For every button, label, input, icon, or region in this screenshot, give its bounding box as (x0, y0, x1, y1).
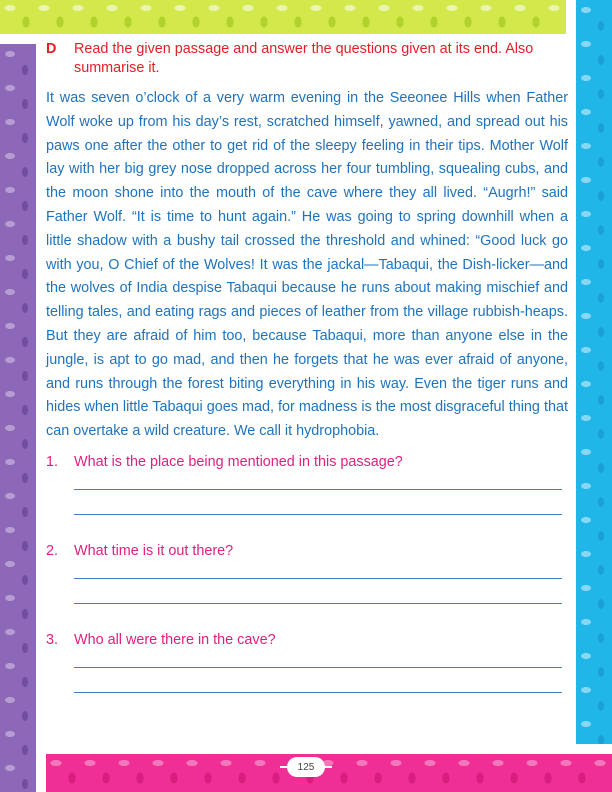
answer-line[interactable] (74, 489, 562, 490)
question-text: Who all were there in the cave? (74, 631, 276, 648)
question-text: What is the place being mentioned in this passage? (74, 453, 403, 470)
question-2 (46, 541, 568, 604)
page-number: 125 (287, 757, 325, 777)
question-text: What time is it out there? (74, 542, 234, 559)
instruction-text: Read the given passage and answer the questions given at its end. Also summarise it. (74, 41, 534, 76)
worksheet-content (46, 40, 568, 693)
question-number: 2. (46, 542, 59, 559)
section-label: D (46, 41, 57, 57)
right-decorative-band (576, 0, 612, 744)
question-3 (46, 630, 568, 693)
section-instruction (46, 40, 568, 78)
question-number: 1. (46, 453, 59, 470)
question-1 (46, 452, 568, 515)
left-decorative-band (0, 44, 36, 792)
answer-line[interactable] (74, 514, 562, 515)
question-number: 3. (46, 631, 59, 648)
answer-line[interactable] (74, 603, 562, 604)
top-decorative-band (0, 0, 566, 34)
bottom-decorative-band (46, 754, 612, 792)
answer-line[interactable] (74, 578, 562, 579)
answer-line[interactable] (74, 667, 562, 668)
reading-passage: It was seven o’clock of a very warm evening in the Seeonee Hills when Father Wolf woke up from his day’s rest, scratched himself, yawned, and spread out his paws one after the other to get rid of the sleepy feeling in their tips. Mother Wolf lay with her big grey nose dropped across her four tumbling, squealing cubs, and the moon shone into the mouth of the cave where they all lived. “Augrh!” said Father Wolf. “It is time to hunt again.” He was going to spring downhill when a little shadow with a bushy tail crossed the threshold and whined: “Good luck go with you, O Chief of the Wolves! It was the jackal—Tabaqui, the Dish-licker—and the wolves of India despise Tabaqui because he runs about making mischief and telling tales, and eating rags and pieces of leather from the village rubbish-heaps. But they are afraid of him too, because Tabaqui, more than anyone else in the jungle, is apt to go mad, and then he forgets that he was ever afraid of anyone, and runs through the forest biting everything in his way. Even the tiger runs and hides when little Tabaqui goes mad, for madness is the most disgraceful thing that can overtake a wild creature. We call it hydrophobia. (46, 90, 568, 440)
answer-line[interactable] (74, 692, 562, 693)
